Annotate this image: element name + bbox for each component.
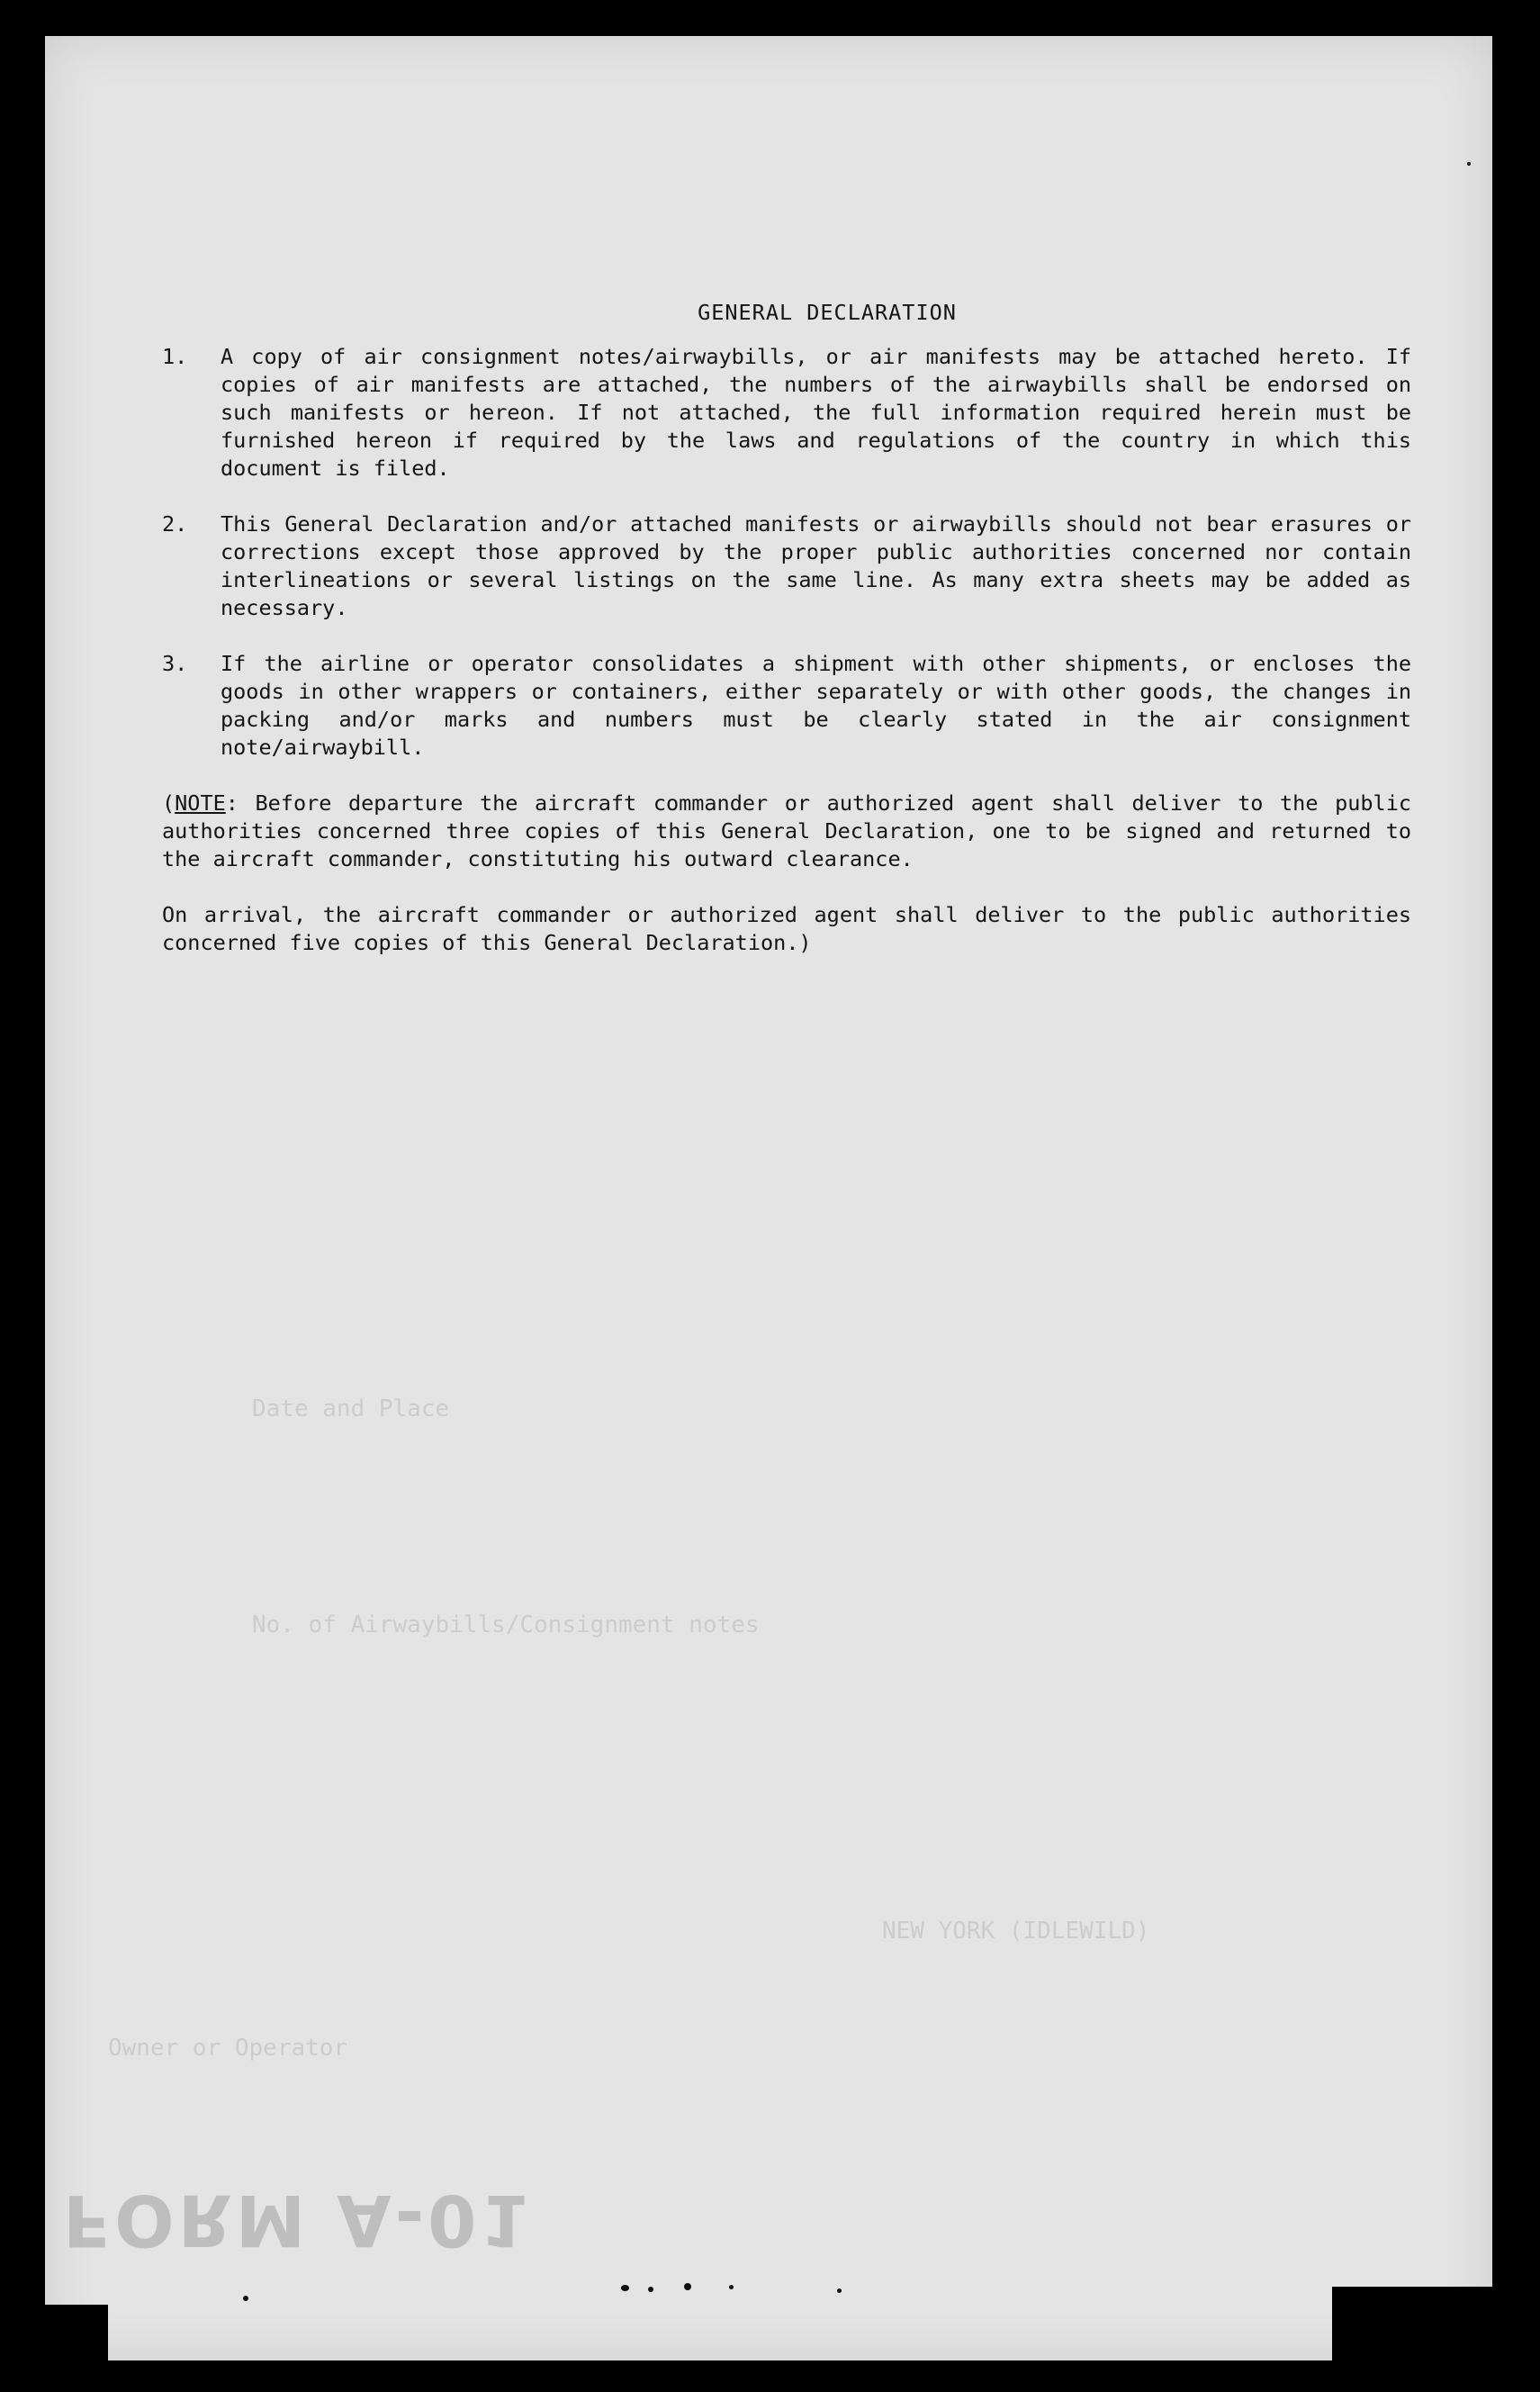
bleed-through-line: NEW YORK (IDLEWILD) <box>882 1918 1150 1945</box>
item-text: A copy of air consignment notes/airwaybills, or air manifests may be attached hereto. If copies of air manifests are attached, the numbers of the airwaybills shall be endorsed on such manifests or hereon. If not attached, the full information required herein must be furnished hereon if required by the laws and regulations of the country in which this document is filed. <box>221 344 1411 481</box>
item-number: 2. <box>162 511 188 537</box>
scan-border-shadow <box>1332 2287 1494 2368</box>
ink-speck <box>648 2287 653 2292</box>
declaration-item <box>162 343 1411 483</box>
document-page <box>45 36 1492 2360</box>
note-label: NOTE <box>175 790 226 816</box>
item-number: 1. <box>162 344 188 369</box>
note-departure <box>162 790 1411 873</box>
ink-speck <box>837 2288 842 2293</box>
item-text: This General Declaration and/or attached manifests or airwaybills should not bear erasures or corrections except those approved by the proper public authorities concerned nor contain interlineations or several listings on the same line. As many extra sheets may be added as necessary. <box>221 511 1411 620</box>
note-arrival: On arrival, the aircraft commander or authorized agent shall deliver to the public authorities concerned five copies of this General Declaration.) <box>162 902 1411 955</box>
item-number: 3. <box>162 651 188 676</box>
declaration-item <box>162 650 1411 762</box>
note-open-paren: ( <box>162 790 176 816</box>
bleed-through-line: Date and Place <box>252 1395 450 1422</box>
item-text: If the airline or operator consolidates a shipment with other shipments, or encloses the goods in other wrappers or containers, either separately or with other goods, the changes in packing and/or marks and numbers must be clearly stated in the air consignment note/airwaybill. <box>221 651 1411 760</box>
declaration-item <box>162 510 1411 622</box>
scan-border-shadow <box>45 2305 108 2360</box>
note-text-departure: : Before departure the aircraft commander or authorized agent shall deliver to the public authorities concerned three copies of this General Declaration, one to be signed and returned to the aircraft commander, constituting his outward clearance. <box>162 790 1411 871</box>
ink-speck <box>1467 162 1471 166</box>
bleed-through-line: Owner or Operator <box>108 2035 348 2062</box>
page-title: GENERAL DECLARATION <box>698 300 957 325</box>
ink-speck <box>621 2285 629 2291</box>
ink-speck <box>684 2283 691 2290</box>
ink-speck <box>729 2285 734 2289</box>
declaration-body <box>162 299 1411 985</box>
ink-speck <box>243 2296 248 2301</box>
bleed-through-line: No. of Airwaybills/Consignment notes <box>252 1611 760 1638</box>
form-number-watermark: FORM A-01 <box>63 2179 533 2260</box>
